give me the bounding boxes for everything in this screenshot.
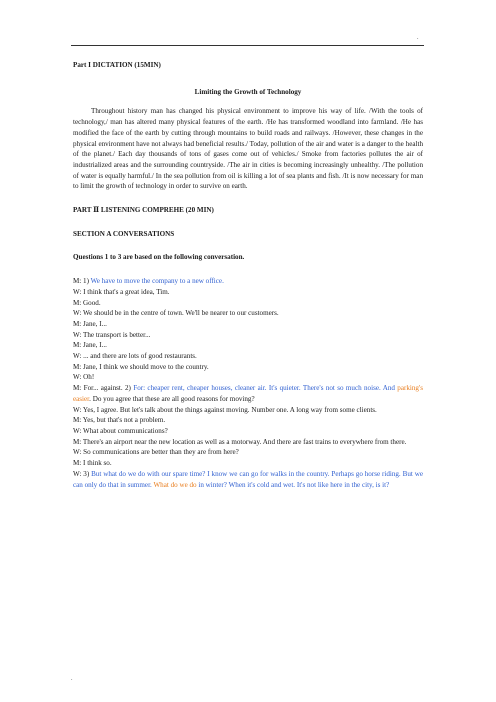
dialogue-line: W: I think that's a great idea, Tim. <box>73 287 170 296</box>
dialogue-line: M: Jane, I... <box>73 319 107 328</box>
dialogue-line: W: The transport is better... <box>73 330 151 339</box>
section-a-heading: SECTION A CONVERSATIONS <box>73 229 175 238</box>
highlight-blue: For: cheaper rent, cheaper houses, cleaner air. It's quieter. There's not so much noise. And <box>133 384 398 393</box>
dialogue-line: M: Jane, I think we should move to the country. <box>73 362 209 371</box>
header-rule <box>71 45 424 46</box>
dialogue-line: W: ... and there are lots of good restaurants. <box>73 352 197 361</box>
dialogue-line: W: Yes, I agree. But let's talk about the things against moving. Number one. A long way from some clients. <box>73 405 377 414</box>
article-title: Limiting the Growth of Technology <box>194 87 302 96</box>
highlight-orange: parking's easier <box>73 384 423 403</box>
document-body <box>73 60 423 490</box>
line-text: M: 1) <box>73 277 91 286</box>
dialogue-line: M: Yes, but that's not a problem. <box>73 416 166 425</box>
line-text: W: 3) <box>73 469 92 478</box>
questions-heading: Questions 1 to 3 are based on the following conversation. <box>73 253 245 262</box>
footer-mark: . <box>71 676 73 682</box>
dialogue-line: M: Good. <box>73 298 101 307</box>
dialogue-line: M: I think so. <box>73 459 112 468</box>
dialogue-line: W: What about communications? <box>73 426 168 435</box>
highlight-blue: But what do we do with our spare time? I know we can go for walks in the country. Perhaps go horse riding. But we can only do that in summer. <box>73 469 423 489</box>
dialogue-line: M: There's an airport near the new location as well as a motorway. And there are fast trains to everywhere from there. <box>73 437 407 446</box>
dialogue <box>73 276 423 490</box>
highlight-blue: in winter? When it's cold and wet. It's not like here in the city, is it? <box>196 480 390 489</box>
highlight-orange: What do we do <box>153 480 197 489</box>
header-mark: . <box>417 35 419 41</box>
dialogue-line: W: Oh! <box>73 373 95 382</box>
article-body: Throughout history man has changed his physical environment to improve his way of life. /With the tools of technology,/ man has altered many physical features of the earth. /He has transformed woodland into farmland. /He has modified the face of the earth by cutting through mountains to build roads and railways. /However, these changes in the physical environment have not always had beneficial results./ Today, pollution of the air and water is a danger to the health of the planet./ Each day thousands of tons of gases come out of vehicles./ Smoke from factories pollutes the air of industrialized areas and the surrounding countryside. /The air in cities is becoming increasingly unhealthy. /The pollution of water is equally harmful./ In the sea pollution from oil is killing a lot of sea plants and fish. /It is now necessary for man to limit the growth of technology in order to survive on earth. <box>73 107 423 191</box>
dialogue-line <box>73 276 423 287</box>
dialogue-line <box>73 383 423 404</box>
highlight-blue: We have to move the company to a new office. <box>90 277 224 286</box>
dialogue-line: W: So communications are better than they are from here? <box>73 448 239 457</box>
line-text: M: For... against. 2) <box>73 384 134 393</box>
part1-heading: Part I DICTATION (15MIN) <box>73 61 161 69</box>
dialogue-line: W: We should be in the centre of town. We'll be nearer to our customers. <box>73 309 279 318</box>
part2-heading: PART Ⅱ LISTENING COMPREHE (20 MIN) <box>73 206 214 215</box>
dialogue-line <box>73 469 423 490</box>
line-text: . Do you agree that these are all good reasons for moving? <box>89 394 255 403</box>
dialogue-line: M: Jane, I... <box>73 341 107 350</box>
